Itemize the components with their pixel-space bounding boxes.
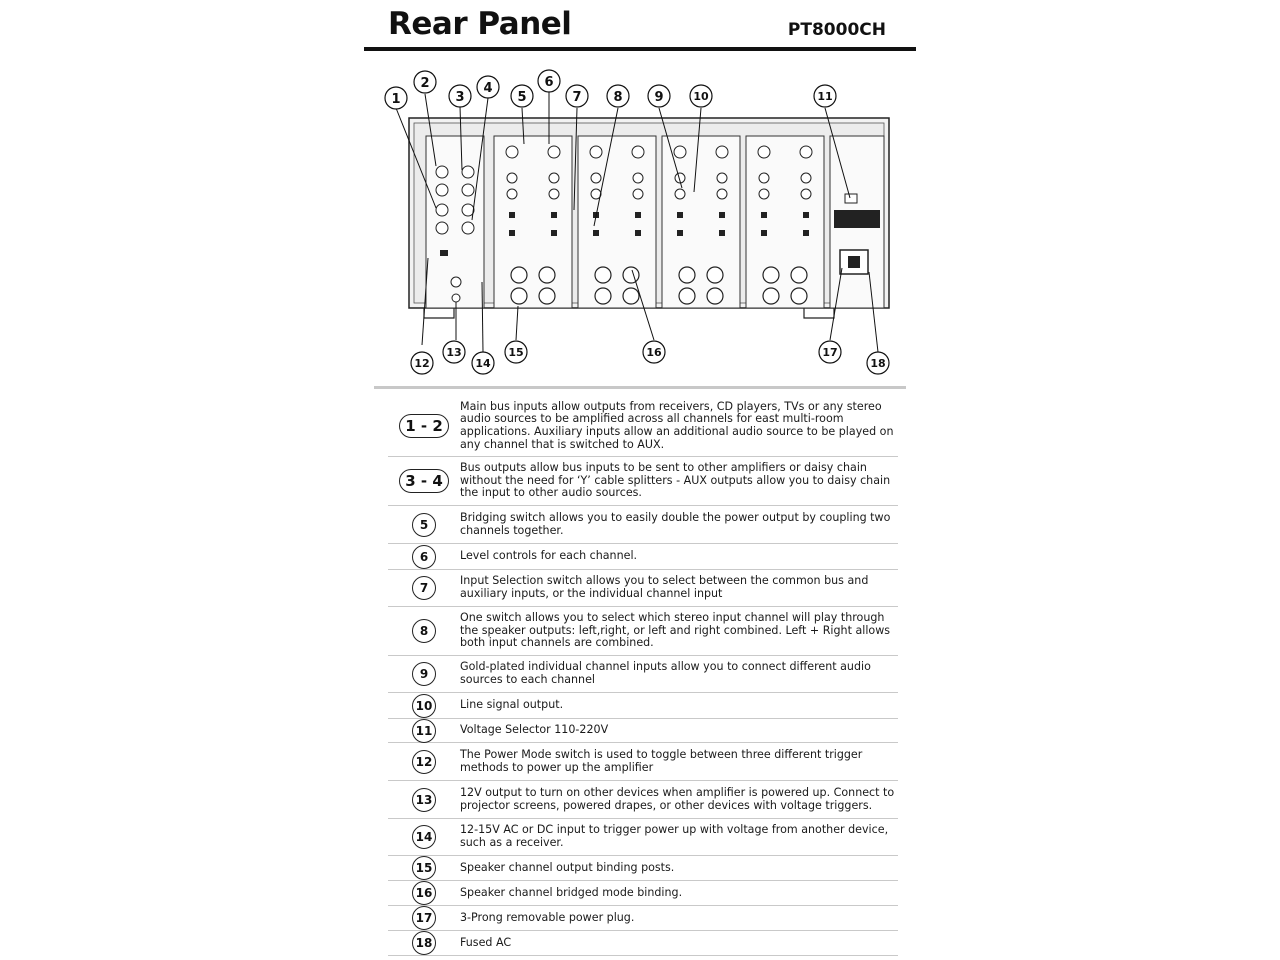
legend-text: 12-15V AC or DC input to trigger power up with voltage from another device, such as a receiver. [460, 823, 889, 849]
legend-row [388, 781, 898, 819]
legend-row [388, 570, 898, 607]
rear-panel-illustration [364, 60, 916, 380]
page-header [364, 0, 916, 52]
legend-text: Speaker channel output binding posts. [460, 860, 675, 874]
callout-10: 10 [693, 90, 709, 103]
legend-badge: 1 - 2 [399, 414, 449, 438]
legend-text: Speaker channel bridged mode binding. [460, 885, 683, 899]
callout-11: 11 [817, 90, 833, 103]
page-title: Rear Panel [388, 6, 572, 42]
legend-badge: 6 [412, 545, 436, 569]
callout-16: 16 [646, 346, 662, 359]
legend-badge: 8 [412, 619, 436, 643]
callout-18: 18 [870, 357, 886, 370]
manual-page [364, 0, 916, 960]
callout-9: 9 [654, 90, 664, 105]
legend-row [388, 656, 898, 693]
callout-14: 14 [475, 357, 491, 370]
legend-badge: 15 [412, 856, 436, 880]
legend-badge: 13 [412, 788, 436, 812]
legend-row [388, 693, 898, 719]
voltage-selector [845, 194, 857, 203]
legend-table [388, 396, 898, 956]
legend-text: Bus outputs allow bus inputs to be sent to other amplifiers or daisy chain without the need for ‘Y’ cable splitters - AUX outputs allow you to daisy chain the input to other audio sources. [460, 461, 891, 500]
legend-badge: 17 [412, 906, 436, 930]
legend-row [388, 881, 898, 906]
legend-text: Bridging switch allows you to easily double the power output by coupling two channels together. [460, 510, 891, 537]
callout-12: 12 [414, 357, 430, 370]
callout-7: 7 [572, 90, 582, 105]
header-divider [364, 47, 916, 51]
legend-text: One switch allows you to select which stereo input channel will play through the speaker outputs: left,right, or left and right combined. Left + Right allows both input channels are combined. [460, 611, 891, 650]
callout-15: 15 [508, 346, 524, 359]
legend-row [388, 931, 898, 956]
legend-badge: 7 [412, 576, 436, 600]
legend-text: Voltage Selector 110-220V [460, 723, 609, 737]
legend-badge: 11 [412, 719, 436, 743]
legend-text: Main bus inputs allow outputs from receivers, CD players, TVs or any stereo audio sources to be amplified across all channels for east multi-room applications. Auxiliary inputs allow an additional audio source to be played on any channel that is switched to AUX. [460, 399, 894, 451]
callout-4: 4 [483, 81, 493, 96]
callout-3: 3 [455, 90, 465, 105]
legend-badge: 10 [412, 694, 436, 718]
callout-circles-top [385, 70, 836, 109]
callout-13: 13 [446, 346, 462, 359]
callout-5: 5 [517, 90, 527, 105]
legend-text: Gold-plated individual channel inputs allow you to connect different audio sources to each channel [460, 660, 871, 686]
legend-badge: 5 [412, 513, 436, 537]
legend-row [388, 544, 898, 570]
legend-text: The Power Mode switch is used to toggle between three different trigger methods to power up the amplifier [460, 747, 863, 774]
power-mode-switch [440, 250, 448, 256]
legend-badge: 12 [412, 750, 436, 774]
legend-row [388, 819, 898, 856]
callout-17: 17 [822, 346, 838, 359]
legend-text: Level controls for each channel. [460, 549, 638, 563]
legend-row [388, 607, 898, 656]
legend-badge: 3 - 4 [399, 469, 449, 493]
warning-label [834, 210, 880, 228]
callout-2: 2 [420, 76, 430, 91]
legend-text: 12V output to turn on other devices when amplifier is powered up. Connect to projector screens, powered drapes, or other devices with voltage triggers. [460, 785, 895, 812]
rear-panel-diagram [364, 60, 916, 380]
callout-labels-bottom [414, 346, 885, 370]
section-divider [374, 386, 906, 389]
legend-badge: 16 [412, 881, 436, 905]
legend-row [388, 906, 898, 931]
chassis-feet [424, 308, 834, 318]
legend-row [388, 457, 898, 506]
legend-text: Input Selection switch allows you to select between the common bus and auxiliary inputs, or the individual channel input [460, 574, 869, 600]
trigger-out-jack [452, 294, 460, 302]
callout-6: 6 [544, 75, 554, 90]
legend-row [388, 743, 898, 781]
trigger-jack [451, 277, 461, 287]
legend-row [388, 856, 898, 881]
legend-badge: 9 [412, 662, 436, 686]
legend-badge: 14 [412, 825, 436, 849]
legend-row [388, 719, 898, 743]
legend-badge: 18 [412, 931, 436, 955]
power-inlet-prongs [848, 256, 860, 268]
legend-row [388, 506, 898, 544]
legend-text: Fused AC [460, 935, 512, 949]
model-number: PT8000CH [787, 20, 886, 40]
callout-1: 1 [391, 92, 401, 107]
legend-text: Line signal output. [460, 698, 564, 712]
callout-8: 8 [613, 90, 623, 105]
legend-row [388, 396, 898, 457]
legend-text: 3-Prong removable power plug. [460, 910, 635, 924]
